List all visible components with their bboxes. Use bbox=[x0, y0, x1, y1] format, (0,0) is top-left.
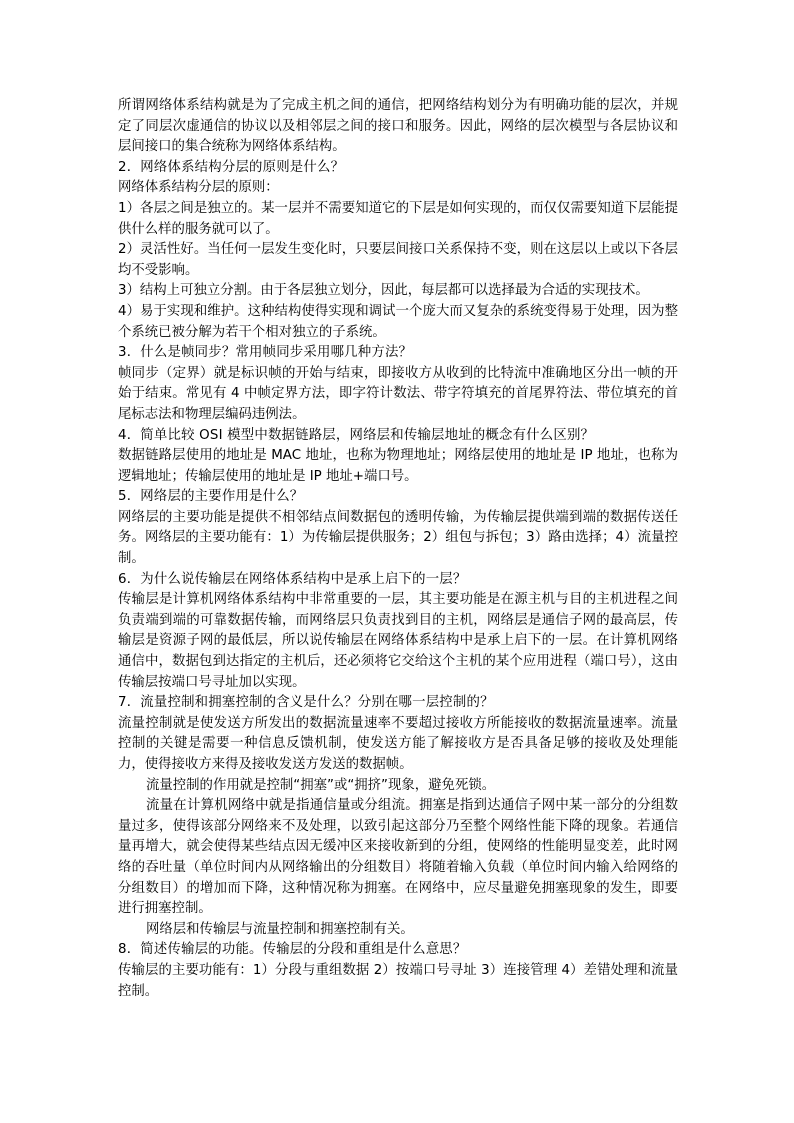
answer-paragraph: 传输层是计算机网络体系结构中非常重要的一层，其主要功能是在源主机与目的主机进程之间负责端到端的可靠数据传输，而网络层只负责找到目的主机，网络层是通信子网的最高层，传输层是资源子网的最低层，所以说传输层在网络体系结构中是承上启下的一层。在计算机网络通信中，数据包到达指定的主机后，还必须将它交给这个主机的某个应用进程（端口号），这由传输层按端口号寻址加以实现。 bbox=[118, 592, 678, 690]
answer-paragraph: 帧同步（定界）就是标识帧的开始与结束，即接收方从收到的比特流中准确地区分出一帧的开始于结束。常见有 4 中帧定界方法，即字符计数法、带字符填充的首尾界符法、带位填充的首尾标志法和物理层编码违例法。 bbox=[118, 365, 678, 422]
list-item: 3）结构上可独立分割。由于各层独立划分，因此，每层都可以选择最为合适的实现技术。 bbox=[118, 283, 649, 299]
question-heading: 3．什么是帧同步？常用帧同步采用哪几种方法？ bbox=[118, 345, 413, 361]
answer-paragraph: 所谓网络体系结构就是为了完成主机之间的通信，把网络结构划分为有明确功能的层次，并规定了同层次虚通信的协议以及相邻层之间的接口和服务。因此，网络的层次模型与各层协议和层间接口的集合统称为网络体系结构。 bbox=[118, 98, 678, 155]
question-heading: 5．网络层的主要作用是什么？ bbox=[118, 489, 304, 505]
answer-paragraph: 网络体系结构分层的原则： bbox=[118, 180, 279, 196]
question-heading: 8．简述传输层的功能。传输层的分段和重组是什么意思？ bbox=[118, 942, 467, 958]
document-page bbox=[118, 96, 678, 1002]
list-item: 2）灵活性好。当任何一层发生变化时，只要层间接口关系保持不变，则在这层以上或以下各层均不受影响。 bbox=[118, 242, 678, 278]
indented-paragraph: 网络层和传输层与流量控制和拥塞控制有关。 bbox=[146, 921, 414, 937]
indented-paragraph: 流量在计算机网络中就是指通信量或分组流。拥塞是指到达通信子网中某一部分的分组数量过多，使得该部分网络来不及处理，以致引起这部分乃至整个网络性能下降的现象。若通信量再增大，就会使得某些结点因无缓冲区来接收新到的分组，使网络的性能明显变差，此时网络的吞吐量（单位时间内从网络输出的分组数目）将随着输入负载（单位时间内输入给网络的分组数目）的增加而下降，这种情况称为拥塞。在网络中，应尽量避免拥塞现象的发生，即要进行拥塞控制。 bbox=[118, 798, 678, 917]
indented-paragraph: 流量控制的作用就是控制“拥塞”或“拥挤”现象，避免死锁。 bbox=[146, 777, 496, 793]
answer-paragraph: 网络层的主要功能是提供不相邻结点间数据包的透明传输，为传输层提供端到端的数据传送任务。网络层的主要功能有：1）为传输层提供服务；2）组包与拆包；3）路由选择；4）流量控制。 bbox=[118, 509, 678, 567]
answer-paragraph: 流量控制就是使发送方所发出的数据流量速率不要超过接收方所能接收的数据流量速率。流量控制的关键是需要一种信息反馈机制，使发送方能了解接收方是否具备足够的接收及处理能力，使得接收方来得及接收发送方发送的数据帧。 bbox=[118, 715, 678, 772]
question-heading: 4．简单比较 OSI 模型中数据链路层，网络层和传输层地址的概念有什么区别？ bbox=[118, 427, 595, 443]
answer-paragraph: 传输层的主要功能有：1）分段与重组数据 2）按端口号寻址 3）连接管理 4）差错处理和流量控制。 bbox=[118, 962, 678, 999]
question-heading: 6．为什么说传输层在网络体系结构中是承上启下的一层？ bbox=[118, 571, 467, 587]
question-heading: 2．网络体系结构分层的原则是什么？ bbox=[118, 159, 345, 175]
list-item: 1）各层之间是独立的。某一层并不需要知道它的下层是如何实现的，而仅仅需要知道下层能提供什么样的服务就可以了。 bbox=[118, 200, 678, 237]
list-item: 4）易于实现和维护。这种结构使得实现和调试一个庞大而又复杂的系统变得易于处理，因为整个系统已被分解为若干个相对独立的子系统。 bbox=[118, 303, 678, 340]
question-heading: 7．流量控制和拥塞控制的含义是什么？分别在哪一层控制的？ bbox=[118, 695, 494, 711]
answer-paragraph: 数据链路层使用的地址是 MAC 地址，也称为物理地址；网络层使用的地址是 IP 地址，也称为逻辑地址；传输层使用的地址是 IP 地址+端口号。 bbox=[118, 448, 678, 484]
